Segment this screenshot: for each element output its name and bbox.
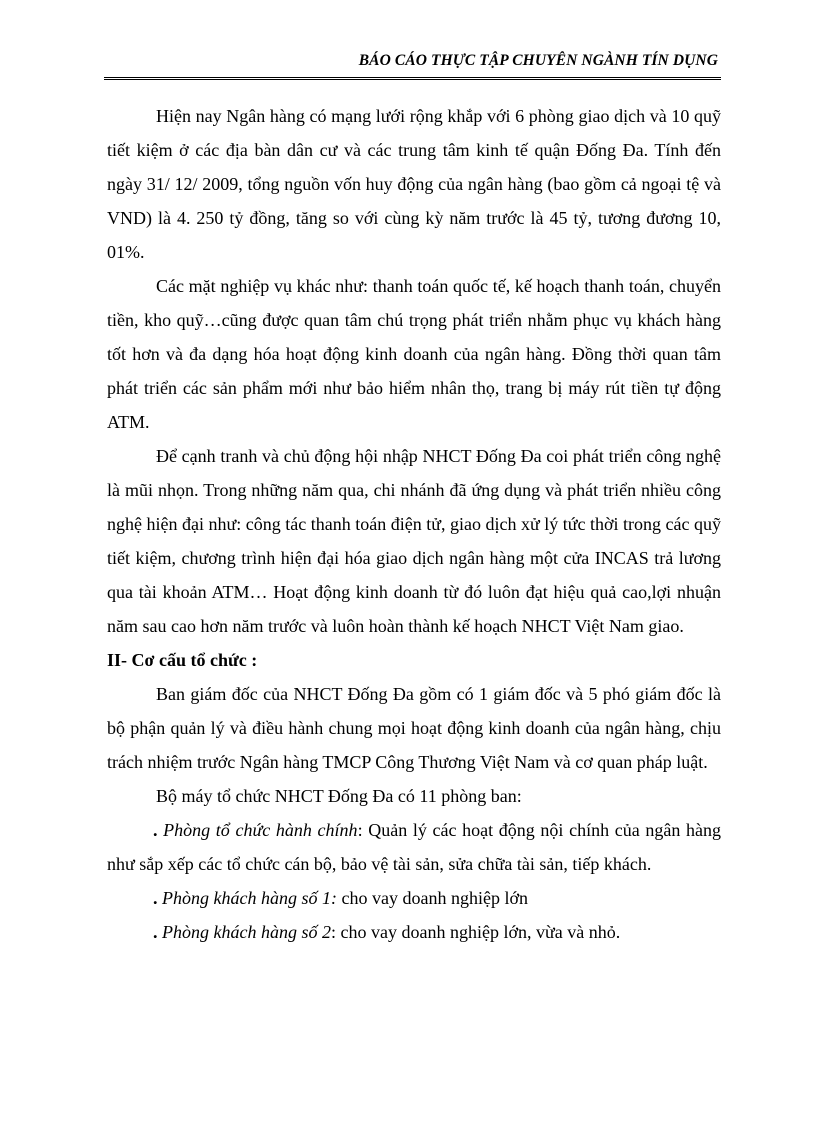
department-name: Phòng khách hàng số 1: bbox=[162, 888, 337, 908]
paragraph-board-of-directors: Ban giám đốc của NHCT Đống Đa gồm có 1 giám đốc và 5 phó giám đốc là bộ phận quản lý và điều hành chung mọi hoạt động kinh doanh của ngân hàng, chịu trách nhiệm trước Ngân hàng TMCP Công Thương Việt Nam và cơ quan pháp luật. bbox=[107, 684, 721, 772]
list-bullet: . bbox=[153, 820, 158, 840]
department-item bbox=[107, 915, 721, 949]
section-heading-organization: II- Cơ cấu tổ chức : bbox=[107, 650, 258, 670]
paragraph-services: Các mặt nghiệp vụ khác như: thanh toán quốc tế, kế hoạch thanh toán, chuyển tiền, kho quỹ…cũng được quan tâm chú trọng phát triển nhằm phục vụ khách hàng tốt hơn và đa dạng hóa hoạt động kinh doanh của ngân hàng. Đồng thời quan tâm phát triển các sản phẩm mới như bảo hiểm nhân thọ, trang bị máy rút tiền tự động ATM. bbox=[107, 276, 721, 432]
department-description: : Quản lý các hoạt động nội chính của ngân hàng như sắp xếp các tổ chức cán bộ, bảo vệ tài sản, sửa chữa tài sản, tiếp khách. bbox=[107, 820, 721, 874]
header-rule bbox=[104, 77, 721, 80]
list-bullet: . bbox=[153, 888, 158, 908]
running-header-title: BÁO CÁO THỰC TẬP CHUYÊN NGÀNH TÍN DỤNG bbox=[358, 52, 718, 69]
paragraph-departments-intro: Bộ máy tổ chức NHCT Đống Đa có 11 phòng ban: bbox=[156, 786, 522, 806]
list-bullet: . bbox=[153, 922, 158, 942]
department-description: : cho vay doanh nghiệp lớn, vừa và nhỏ. bbox=[330, 922, 621, 942]
paragraph-technology: Để cạnh tranh và chủ động hội nhập NHCT Đống Đa coi phát triển công nghệ là mũi nhọn. Trong những năm qua, chi nhánh đã ứng dụng và phát triển nhiều công nghệ hiện đại như: công tác thanh toán điện tử, giao dịch xử lý tức thời trong các quỹ tiết kiệm, chương trình hiện đại hóa giao dịch ngân hàng một cửa INCAS trả lương qua tài khoản ATM… Hoạt động kinh doanh từ đó luôn đạt hiệu quả cao,lợi nhuận năm sau cao hơn năm trước và luôn hoàn thành kế hoạch NHCT Việt Nam giao. bbox=[107, 446, 721, 636]
department-name: Phòng tổ chức hành chính bbox=[163, 820, 358, 840]
department-item bbox=[107, 881, 721, 915]
paragraph-network: Hiện nay Ngân hàng có mạng lưới rộng khắp với 6 phòng giao dịch và 10 quỹ tiết kiệm ở các địa bàn dân cư và các trung tâm kinh tế quận Đống Đa. Tính đến ngày 31/ 12/ 2009, tổng nguồn vốn huy động của ngân hàng (bao gồm cả ngoại tệ và VND) là 4. 250 tỷ đồng, tăng so với cùng kỳ năm trước là 45 tỷ, tương đương 10, 01%. bbox=[107, 106, 721, 262]
document-body bbox=[107, 99, 721, 949]
department-item bbox=[107, 813, 721, 881]
department-description: cho vay doanh nghiệp lớn bbox=[336, 888, 528, 908]
department-name: Phòng khách hàng số 2 bbox=[162, 922, 331, 942]
